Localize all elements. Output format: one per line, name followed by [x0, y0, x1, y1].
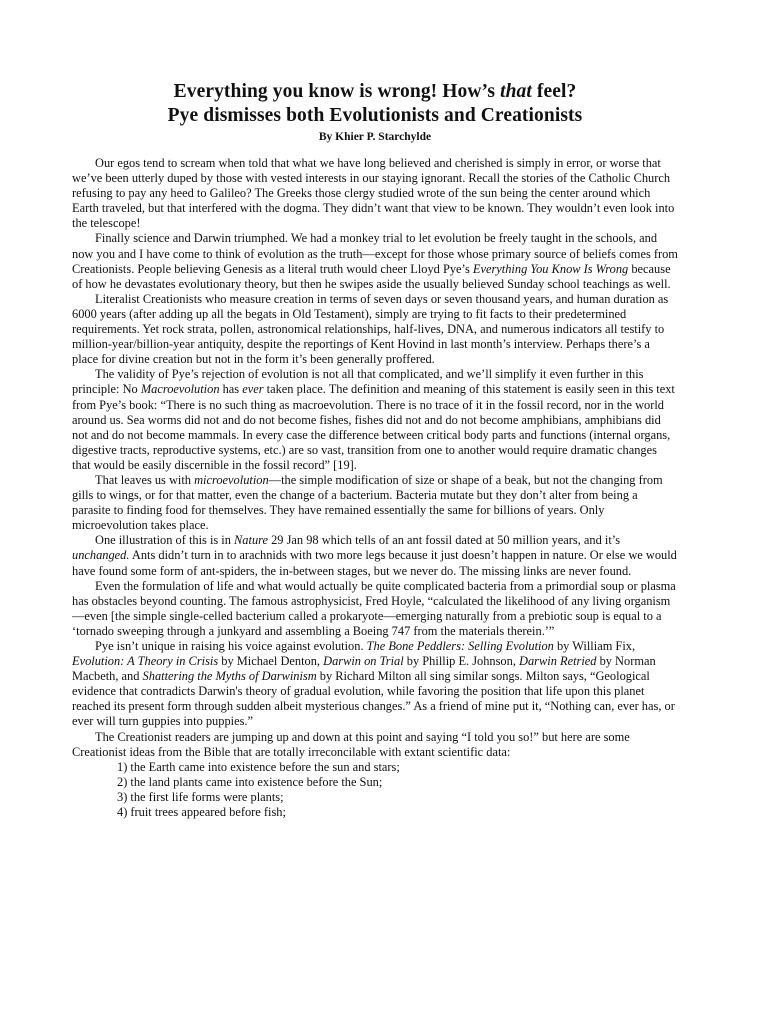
headline-line1	[174, 81, 577, 102]
paragraph-text: Pye’s	[442, 261, 473, 276]
paragraph-text: One illustration of this is in	[95, 533, 235, 548]
emphasis: Nature	[234, 533, 269, 548]
paragraph: Our egos tend to scream when told that what we have long believed and cherished is simply in error, or worse that we’ve been utterly duped by those with vested interests in our staying ignorant. Recall the stories of the Catholic Church refusing to pay any heed to Galileo? The Greeks those clergy studied wrote of the sun being the center around which Earth traveled, but that interfered with the dogma. They didn’t want that view to be known. They wouldn’t even look into the telescope!	[72, 156, 675, 231]
list-item: 1) the Earth came into existence before the sun and stars;	[117, 759, 400, 774]
paragraph: The Creationist readers are jumping up and down at this point and saying “I told you so!” but here are some Creationist ideas from the Bible that are totally irreconcilable with extant scientific data:	[72, 729, 630, 759]
paragraph-text: Pye isn’t unique in raising his voice against evolution.	[95, 639, 367, 653]
paragraph-text: because of how he devastates evolutionary theory, but then he swipes aside the usually believed Sunday school teachings as well.	[72, 261, 671, 291]
paragraph-text: by Phillip E. Johnson,	[403, 654, 520, 669]
paragraph	[72, 533, 678, 578]
document-page	[72, 80, 678, 820]
numbered-list	[72, 760, 678, 820]
paragraph-text: 29 Jan 98 which tells of an ant fossil dated at 50 million years, and it’s	[268, 533, 621, 548]
paragraph-text: —the simple modification of size or shape of a beak, but not the changing from gills to wings, or for that matter, even the change of a bacterium. Bacteria mutate but they don’t alter from being a parasite to finding food for themselves. They have remained essentially the same for billions of years. Only microevolution takes place.	[72, 472, 663, 533]
list-item: 4) fruit trees appeared before fish;	[117, 805, 286, 820]
headline-line2: Pye dismisses both Evolutionists and Creationists	[167, 105, 583, 126]
book-title: Shattering the Myths of Darwinism	[142, 669, 317, 684]
paragraph-text: by Richard Milton all sing similar songs. Milton says, “Geological evidence that contradicts Darwin's theory of gradual evolution, while favoring the position that life upon this planet reached its present form through sudden albeit mysterious changes.” As a friend of mine put it, “Nothing can, ever has, or ever will turn guppies into puppies.”	[72, 669, 675, 729]
book-title: Evolution: A Theory in Crisis	[72, 654, 219, 669]
paragraph-text: Ants didn’t turn in to arachnids with two more legs because it just doesn’t happen in nature. Or else we would have found some form of ant-spiders, the in-between stages, but we never do. The missing links are never found.	[72, 548, 677, 578]
headline-text: Everything you know is wrong! How’s	[173, 81, 501, 102]
byline: By Khier P. Starchylde	[318, 131, 432, 143]
emphasis: Macroevolution	[140, 382, 220, 397]
paragraph-text: by William Fix,	[553, 639, 636, 653]
paragraph-text: by Norman Macbeth, and	[72, 654, 656, 684]
paragraph: Even the formulation of life and what would actually be quite complicated bacteria from a primordial soup or plasma has obstacles beyond counting. The famous astrophysicist, Fred Hoyle, “calculated the likelihood of any living organism—even [the simple single-celled bacterium called a prokaryote—emerging naturally from a prebiotic soup is equal to a ‘tornado sweeping through a junkyard and assembling a Boeing 747 from the materials therein.’”	[72, 578, 676, 638]
book-title: Darwin Retried	[519, 654, 597, 669]
paragraph	[72, 231, 678, 291]
emphasis: unchanged.	[72, 548, 130, 563]
paragraph	[72, 639, 678, 730]
page-title	[72, 80, 678, 128]
paragraph: Literalist Creationists who measure creation in terms of seven days or seven thousand years, and human duration as 6000 years (after adding up all the begats in Old Testament), simply are trying to fit facts to their predetermined requirements. Yet rock strata, pollen, astronomical relationships, half-lives, DNA, and numerous indicators all testify to million-year/billion-year antiquity, despite the reportings of Kent Hovind in last month’s interview. Perhaps there’s a place for divine creation but not in the form it’s been generally proffered.	[72, 291, 669, 367]
paragraph-text: has	[219, 382, 243, 397]
paragraph	[72, 367, 678, 473]
paragraph-text: Finally science and Darwin triumphed. We had a monkey trial to let evolution be freely taught in the schools, and now you and I have come to think of evolution as the truth—except for those whose primary source of beliefs comes from Creationists. People believing Genesis as a literal truth would cheer Lloyd	[72, 231, 678, 276]
article-body	[72, 156, 678, 820]
list-item: 2) the land plants came into existence before the Sun;	[117, 774, 383, 789]
book-title: Darwin on Trial	[323, 654, 404, 669]
list-item: 3) the first life forms were plants;	[117, 789, 284, 804]
paragraph-text: That leaves us with	[95, 472, 195, 487]
paragraph-text: The validity of Pye’s rejection of evolution is not all that complicated, and we’ll simplify it even further in this principle: No	[72, 367, 644, 397]
paragraph	[72, 473, 678, 533]
emphasis: microevolution	[194, 472, 269, 487]
paragraph-text: taken place. The definition and meaning of this statement is easily seen in this text from Pye’s book: “There is no such thing as macroevolution. There is no trace of it in the fossil record, nor in the world around us. Sea worms did not and do not become fishes, fishes did not and do not become amphibians, amphibians did not and do not become mammals. In every case the difference between critical body parts and functions (internal organs, digestive tracts, reproductive systems, etc.) are so vast, transition from one to another would require dramatic changes that would be easily discernible in the fossil record” [19].	[72, 382, 675, 472]
book-title: Everything You Know Is Wrong	[472, 261, 629, 276]
headline-emphasis: that	[500, 81, 532, 102]
emphasis: ever	[242, 382, 264, 397]
book-title: The Bone Peddlers: Selling Evolution	[366, 639, 554, 653]
headline-text: feel?	[531, 81, 577, 102]
paragraph-text: by Michael Denton,	[218, 654, 324, 669]
